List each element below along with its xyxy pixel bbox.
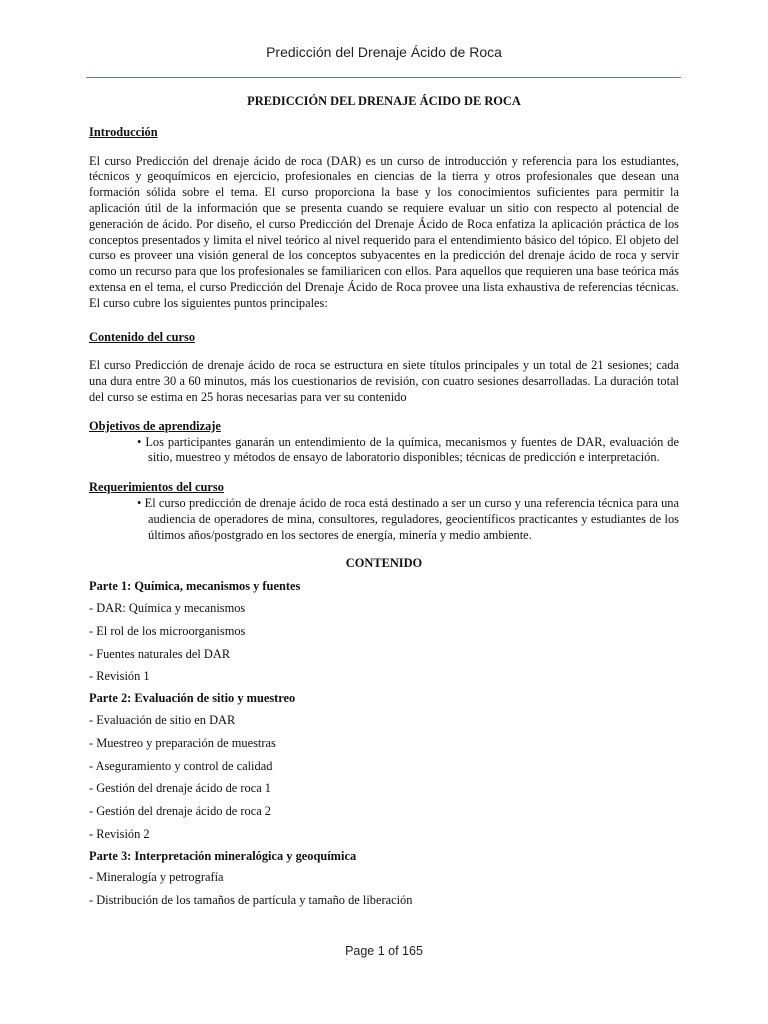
part-heading: Parte 1: Química, mecanismos y fuentes <box>89 579 301 594</box>
intro-heading: Introducción <box>89 124 158 139</box>
list-item: - Muestreo y preparación de muestras <box>89 735 276 750</box>
list-item: - Mineralogía y petrografía <box>89 870 224 885</box>
part-heading: Parte 3: Interpretación mineralógica y geoquímica <box>89 848 357 863</box>
document-body <box>89 94 679 909</box>
list-item: - Revisión 2 <box>89 826 150 841</box>
list-item: - Distribución de los tamaños de partícula y tamaño de liberación <box>89 893 413 908</box>
list-item: - Evaluación de sitio en DAR <box>89 712 236 727</box>
running-header: Predicción del Drenaje Ácido de Roca <box>266 44 502 60</box>
requirements-bullet: • El curso predicción de drenaje ácido de roca está destinado a ser un curso y una referencia técnica para una audiencia de operadores de mina, consultores, reguladores, geocientíficos practicantes y estudiantes de los últimos años/postgrado en los sectores de energía, minería y medio ambiente. <box>137 495 679 542</box>
objectives-bullet: • Los participantes ganarán un entendimiento de la química, mecanismos y fuentes de DAR, evaluación de sitio, muestreo y métodos de ensayo de laboratorio disponibles; técnicas de predicción e interpretación. <box>137 434 679 465</box>
toc-part-1 <box>89 579 679 685</box>
intro-paragraph: El curso Predicción del drenaje ácido de roca (DAR) es un curso de introducción y referencia para los estudiantes, técnicos y geoquímicos en ejercicio, profesionales en ciencias de la tierra y otros profesionales que desean una formación sólida sobre el tema. El curso proporciona la base y los conocimientos suficientes para permitir la aplicación útil de la información que se presenta cuando se requiere evaluar un sitio con respecto al potencial de generación de ácido. Por diseño, el curso Predicción del Drenaje Ácido de Roca enfatiza la aplicación práctica de los conceptos presentados y limita el nivel teórico al nivel requerido para el entendimiento básico del tópico. El objeto del curso es proveer una visión general de los conceptos subyacentes en la predicción del drenaje ácido de roca y servir como un recurso para que los profesionales se familiaricen con ellos. Para aquellos que requieren una base teórica más extensa en el tema, el curso Predicción del Drenaje Ácido de Roca provee una lista exhaustiva de referencias técnicas. El curso cubre los siguientes puntos principales: <box>89 153 679 310</box>
list-item: - Revisión 1 <box>89 669 150 684</box>
objectives-heading: Objetivos de aprendizaje <box>89 418 221 433</box>
list-item: - DAR: Química y mecanismos <box>89 600 246 615</box>
content-paragraph: El curso Predicción de drenaje ácido de roca se estructura en siete títulos principales y un total de 21 sesiones; cada una dura entre 30 a 60 minutos, más los cuestionarios de revisión, con cuatro sesiones desarrolladas. La duración total del curso se estima en 25 horas necesarias para ver su contenido <box>89 358 679 404</box>
toc-title: CONTENIDO <box>345 556 423 571</box>
list-item: - Fuentes naturales del DAR <box>89 646 231 661</box>
list-item: - Aseguramiento y control de calidad <box>89 758 273 773</box>
content-heading: Contenido del curso <box>89 329 196 344</box>
list-item: - Gestión del drenaje ácido de roca 1 <box>89 781 271 796</box>
requirements-heading: Requerimientos del curso <box>89 480 224 495</box>
list-item: - Gestión del drenaje ácido de roca 2 <box>89 804 271 819</box>
header-rule <box>86 77 681 78</box>
toc-part-3 <box>89 849 679 909</box>
page-number: Page 1 of 165 <box>345 944 423 958</box>
toc-part-2 <box>89 691 679 843</box>
part-heading: Parte 2: Evaluación de sitio y muestreo <box>89 691 296 706</box>
list-item: - El rol de los microorganismos <box>89 623 246 638</box>
document-title: PREDICCIÓN DEL DRENAJE ÁCIDO DE ROCA <box>247 94 521 108</box>
